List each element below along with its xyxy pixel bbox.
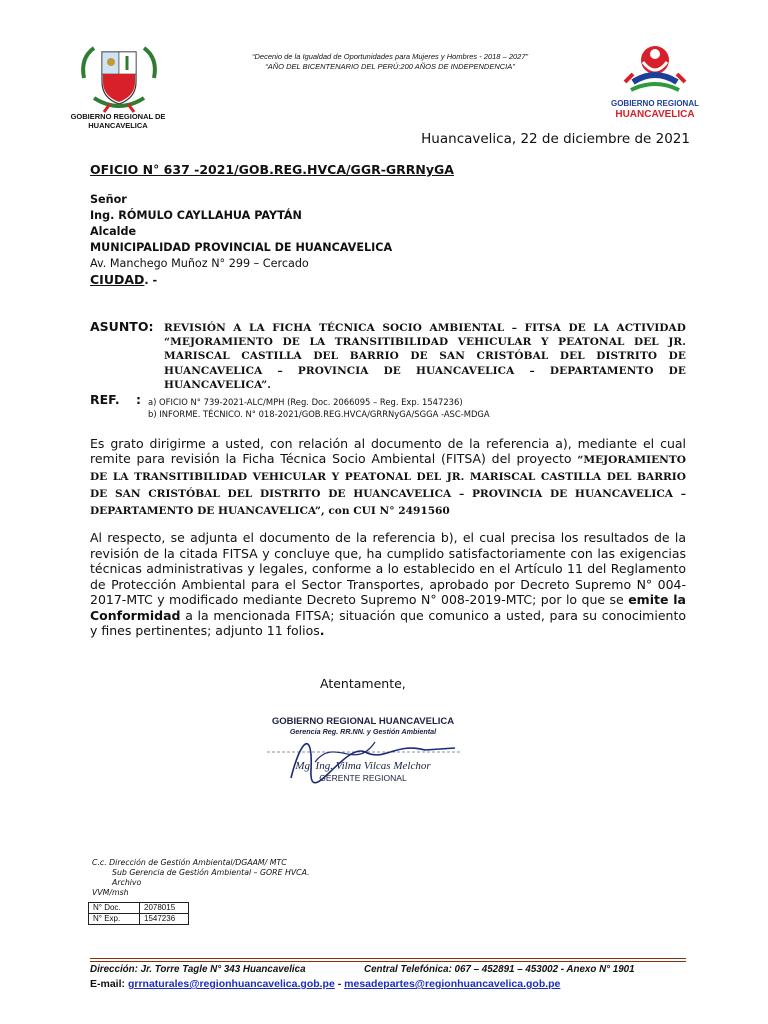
table-row <box>89 903 189 914</box>
agency-label <box>58 112 178 130</box>
doc-number-label: N° Doc. <box>89 903 140 914</box>
email-label: E-mail: <box>90 978 126 990</box>
oficio-number: OFICIO N° 637 -2021/GOB.REG.HVCA/GGR-GRRNyGA <box>90 162 454 177</box>
ref-colon: : <box>136 392 141 407</box>
motto-line-1: “Decenio de la Igualdad de Oportunidades para Mujeres y Hombres - 2018 – 2027” <box>252 52 528 61</box>
signer-name: Mg. Ing. Vilma Vilcas Melchor <box>295 760 431 772</box>
recipient-address: Av. Manchego Muñoz N° 299 – Cercado <box>90 257 309 270</box>
footer-rule-2 <box>90 961 686 962</box>
cc-initials: VVM/msh <box>92 888 129 897</box>
footer-rule <box>90 958 686 959</box>
document-date: Huancavelica, 22 de diciembre de 2021 <box>421 131 690 147</box>
year-motto <box>190 52 590 72</box>
paragraph-2-dot: . <box>319 623 325 638</box>
recipient-city-suffix: . - <box>144 274 158 287</box>
exp-number-value: 1547236 <box>140 914 189 925</box>
cc-line-2: Sub Gerencia de Gestión Ambiental – GORE HVCA. <box>112 868 310 877</box>
paragraph-1-intro: Es grato dirigirme a usted, con relación al documento de la referencia a), mediante el cual remite para revisión la Ficha Técnica Socio Ambiental (FITSA) del proyecto <box>90 436 686 466</box>
closing: Atentamente, <box>320 676 406 691</box>
motto-line-2: “AÑO DEL BICENTENARIO DEL PERÚ:200 AÑOS DE INDEPENDENCIA” <box>265 62 515 71</box>
recipient-city: CIUDAD <box>90 272 145 287</box>
recipient-institution: MUNICIPALIDAD PROVINCIAL DE HUANCAVELICA <box>90 241 393 254</box>
doc-number-value: 2078015 <box>140 903 189 914</box>
recipient-name: Ing. RÓMULO CAYLLAHUA PAYTÁN <box>90 209 302 222</box>
email-separator: - <box>337 978 342 990</box>
project-name: “MEJORAMIENTO DE LA TRANSITIBILIDAD VEHICULAR Y PEATONAL DEL JR. MARISCAL CASTILLA DEL BARRIO DE SAN CRISTÓBAL DEL DISTRITO DE HUANCAVELICA – PROVINCIA DE HUANCAVELICA – DEPARTAMENTO DE HUANCAVELICA”, con CUI N° 2491560 <box>90 454 686 517</box>
email-link-2[interactable]: mesadepartes@regionhuancavelica.gob.pe <box>344 978 561 990</box>
ref-list <box>148 396 490 420</box>
agency-label-line1: GOBIERNO REGIONAL DE <box>70 112 166 121</box>
stamp-line-1: GOBIERNO REGIONAL HUANCAVELICA <box>271 716 455 727</box>
logo-line-1: GOBIERNO REGIONAL <box>610 99 700 108</box>
ref-item-a: a) OFICIO N° 739-2021-ALC/MPH (Reg. Doc. 2066095 – Reg. Exp. 1547236) <box>148 397 463 407</box>
signature-stamp <box>255 712 470 784</box>
exp-number-label: N° Exp. <box>89 914 140 925</box>
gobierno-regional-logo-icon <box>605 38 705 122</box>
agency-label-line2: HUANCAVELICA <box>88 121 148 130</box>
asunto-text: REVISIÓN A LA FICHA TÉCNICA SOCIO AMBIENTAL – FITSA DE LA ACTIVIDAD “MEJORAMIENTO DE LA TRANSITIBILIDAD VEHICULAR Y PEATONAL DEL JR. MARISCAL CASTILLA DEL BARRIO DE SAN CRISTÓBAL DEL DISTRITO DE HUANCAVELICA – PROVINCIA DE HUANCAVELICA – DEPARTAMENTO DE HUANCAVELICA”. <box>164 322 686 391</box>
document-number-table <box>88 902 189 925</box>
body-paragraph-2 <box>90 530 686 639</box>
ref-item-b: b) INFORME. TÉCNICO. N° 018-2021/GOB.REG.HVCA/GRRNyGA/SGGA -ASC-MDGA <box>148 409 490 419</box>
logo-line-2: HUANCAVELICA <box>615 109 695 120</box>
asunto-label: ASUNTO: <box>90 319 154 334</box>
paragraph-2-end: a la mencionada FITSA; situación que comunico a usted, para su conocimiento y fines pertinentes; adjunto 11 folios <box>90 607 686 638</box>
peru-coat-of-arms-icon <box>74 38 164 116</box>
table-row <box>89 914 189 925</box>
copies-block <box>92 858 310 898</box>
salutation: Señor <box>90 193 127 206</box>
footer-email-line <box>90 978 560 990</box>
ref-label: REF. <box>90 392 120 407</box>
cc-line-1: C.c. Dirección de Gestión Ambiental/DGAAM/ MTC <box>92 858 287 867</box>
signer-title: GERENTE REGIONAL <box>319 773 407 783</box>
paragraph-2-start: Al respecto, se adjunta el documento de la referencia b), el cual precisa los resultados de la revisión de la citada FITSA y concluye que, ha cumplido satisfactoriamente con las exigencias técnicas administrativas y legales, conforme a lo establecido en el Artículo 11 del Reglamento de Protección Ambiental para el Sector Transportes, aprobado por Decreto Supremo N° 004-2017-MTC y modificado mediante Decreto Supremo N° 008-2019-MTC; por lo que se <box>90 530 686 607</box>
stamp-line-2: Gerencia Reg. RR.NN. y Gestión Ambiental <box>289 727 437 736</box>
email-link-1[interactable]: grrnaturales@regionhuancavelica.gob.pe <box>127 978 335 990</box>
footer-phone: Central Telefónica: 067 – 452891 – 453002 - Anexo N° 1901 <box>364 964 635 975</box>
recipient-position: Alcalde <box>90 225 137 238</box>
recipient-city-line <box>90 272 392 289</box>
footer-address: Dirección: Jr. Torre Tagle N° 343 Huancavelica <box>90 964 306 975</box>
cc-line-3: Archivo <box>112 878 142 887</box>
conformity-highlight: emite la Conformidad <box>90 592 686 623</box>
body-paragraph-1 <box>90 436 686 519</box>
recipient-block <box>90 192 392 289</box>
